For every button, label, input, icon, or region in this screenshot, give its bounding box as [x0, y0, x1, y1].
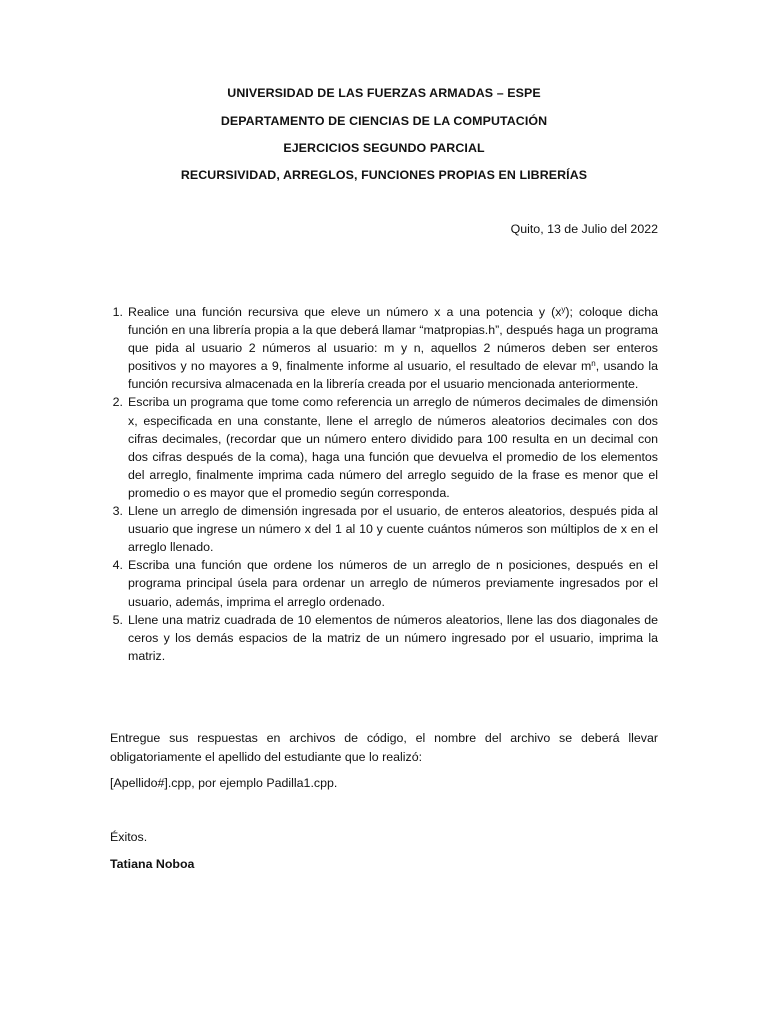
author-signature: Tatiana Noboa	[110, 857, 195, 871]
exercise-number: 2.	[112, 395, 123, 410]
submission-instructions: Entregue sus respuestas en archivos de código, el nombre del archivo se deberá llevar obligatoriamente el apellido del estudiante que lo realizó:	[110, 731, 658, 764]
filename-example: [Apellido#].cpp, por ejemplo Padilla1.cpp.	[110, 776, 338, 790]
university-title: UNIVERSIDAD DE LAS FUERZAS ARMADAS – ESPE	[227, 86, 541, 100]
exercise-number: 5.	[112, 612, 123, 627]
exercise-text: Llene un arreglo de dimensión ingresada por el usuario, de enteros aleatorios, después pida al usuario que ingrese un número x del 1 al 10 y cuente cuántos números son múltiplos de x en el arreglo llenado.	[128, 504, 658, 555]
department-title: DEPARTAMENTO DE CIENCIAS DE LA COMPUTACIÓN	[220, 114, 548, 128]
exam-title: EJERCICIOS SEGUNDO PARCIAL	[283, 141, 485, 155]
exercise-number: 1.	[112, 305, 123, 319]
exercise-text: Escriba un programa que tome como referencia un arreglo de números decimales de dimensión x, especificada en una constante, llene el arreglo de números aleatorios decimales con dos cifras decimales, (recordar que un número entero dividido para 100 resulta en un decimal con dos cifras después de la coma), haga una función que devuelva el promedio de los elementos del arreglo, finalmente imprima cada número del arreglo seguido de la frase es menor que el promedio o es mayor que el promedio según corresponda.	[128, 395, 658, 500]
exercise-number: 3.	[112, 504, 123, 519]
exercise-text: Escriba una función que ordene los números de un arreglo de n posiciones, después en el programa principal úsela para ordenar un arreglo de números previamente ingresados por el usuario, además, imprima el arreglo ordenado.	[128, 558, 658, 609]
exercise-list	[112, 303, 658, 665]
exercise-item	[112, 556, 658, 610]
exercise-item	[112, 502, 658, 556]
exercise-item	[112, 393, 658, 502]
exercise-text: Llene una matriz cuadrada de 10 elementos de números aleatorios, llene las dos diagonales de ceros y los demás espacios de la matriz de un número ingresado por el usuario, imprima la matriz.	[128, 612, 658, 663]
topics-title: RECURSIVIDAD, ARREGLOS, FUNCIONES PROPIAS EN LIBRERÍAS	[180, 168, 588, 182]
exercise-number: 4.	[112, 558, 123, 573]
farewell-text: Éxitos.	[110, 830, 148, 844]
exercise-item	[112, 611, 658, 665]
exercise-item	[112, 303, 658, 393]
exercise-text: Realice una función recursiva que eleve un número x a una potencia y $(x^y)$; coloque dicha función en una librería propia a la que deberá llamar “matpropias.h”, después haga un programa que pida al usuario 2 números al usuario: m y n, aquellos 2 números deben ser enteros positivos y no mayores a 9, finalmente informe al usuario, el resultado de elevar $m^n$, usando la función recursiva almacenada en la librería creada por el usuario mencionada anteriormente.	[128, 305, 658, 392]
document-date: Quito, 13 de Julio del 2022	[510, 222, 658, 236]
